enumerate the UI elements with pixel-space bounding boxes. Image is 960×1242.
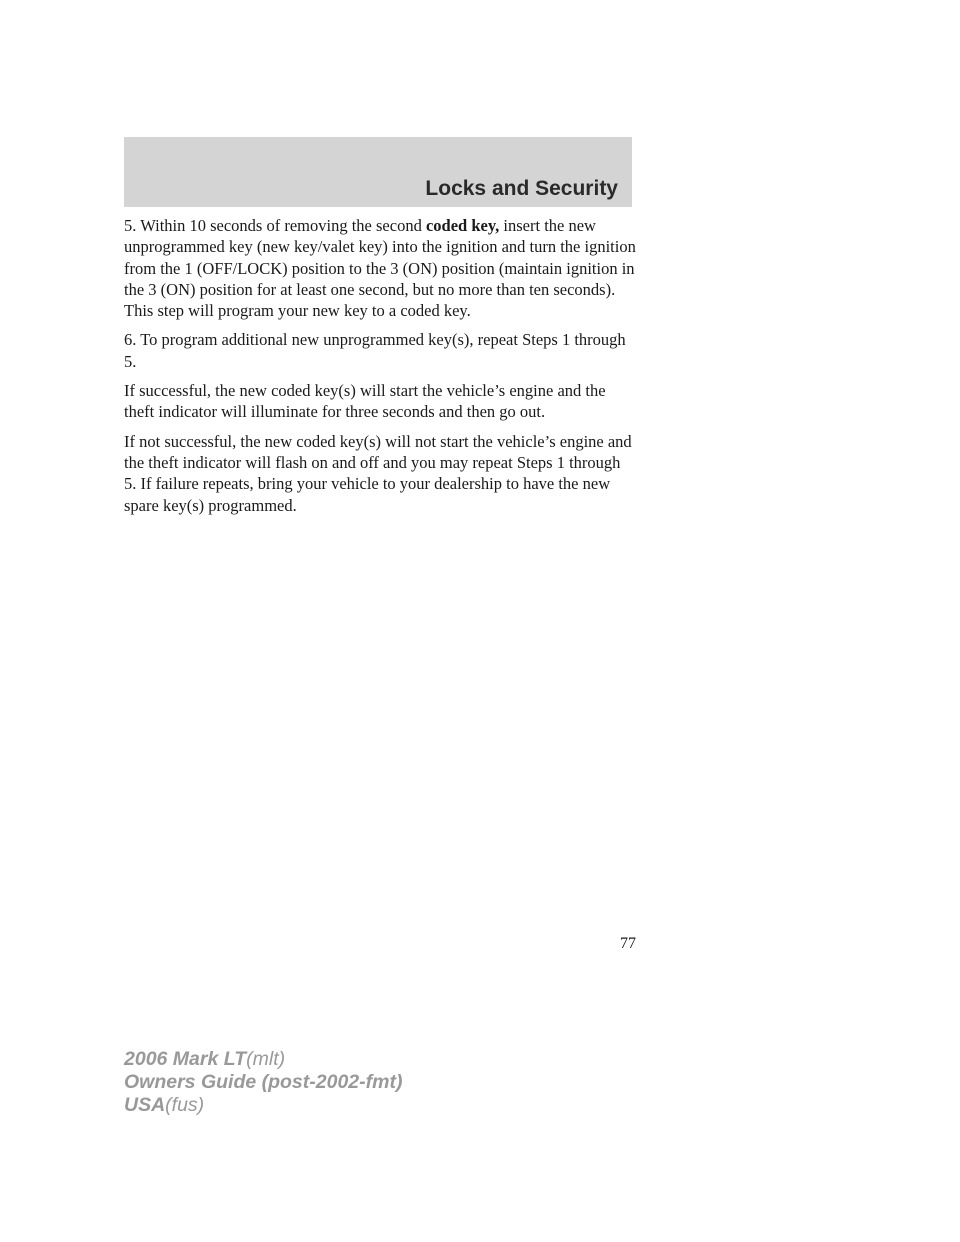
footer-line-region — [124, 1094, 402, 1117]
paragraph-step-6: 6. To program additional new unprogrammed key(s), repeat Steps 1 through 5. — [124, 330, 626, 371]
footer-model-code: (mlt) — [246, 1048, 286, 1070]
footer-region: USA — [124, 1094, 166, 1116]
footer-guide: Owners Guide (post-2002-fmt) — [124, 1071, 403, 1093]
step-5-text-end: insert the new unprogrammed key (new key/valet key) into the ignition and turn the ignition from the 1 (OFF/LOCK) position to the 3 (ON) position (maintain ignition in the 3 (ON) position for at least one second, but no more than ten seconds). This step will program your new key to a coded key. — [124, 216, 636, 321]
footer-line-model — [124, 1048, 402, 1071]
coded-key-term: coded key, — [425, 216, 500, 235]
paragraph-step-5 — [124, 215, 636, 321]
section-title: Locks and Security — [425, 177, 618, 200]
footer-region-code: (fus) — [165, 1094, 205, 1116]
page-content — [124, 215, 636, 524]
section-header — [124, 137, 632, 207]
paragraph-success: If successful, the new coded key(s) will start the vehicle’s engine and the theft indicator will illuminate for three seconds and then go out. — [124, 381, 606, 422]
footer-model: 2006 Mark LT — [124, 1048, 247, 1070]
paragraph-failure: If not successful, the new coded key(s) will not start the vehicle’s engine and the theft indicator will flash on and off and you may repeat Steps 1 through 5. If failure repeats, bring your vehicle to your dealership to have the new spare key(s) programmed. — [124, 431, 632, 515]
document-footer — [124, 1048, 402, 1117]
step-5-text-start: 5. Within 10 seconds of removing the second — [124, 216, 426, 235]
footer-line-guide — [124, 1071, 402, 1094]
page-number: 77 — [620, 935, 636, 952]
